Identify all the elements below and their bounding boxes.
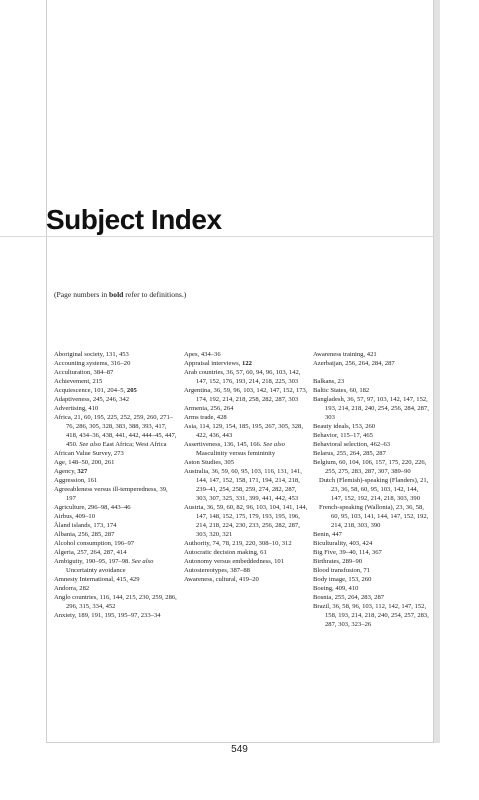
entry-text: Birthrates, 289–90 xyxy=(313,558,363,565)
index-entry xyxy=(54,476,178,485)
entry-text: African Value Survey, 273 xyxy=(54,450,124,457)
entry-see-also: See also xyxy=(79,441,101,448)
index-entry xyxy=(54,557,178,575)
entry-text: Awareness, cultural, 419–20 xyxy=(184,576,259,583)
index-entry xyxy=(54,593,178,611)
entry-text: Boeing, 409, 410 xyxy=(313,585,359,592)
entry-text: Balkans, 23 xyxy=(313,378,345,385)
entry-text: Aston Studies, 305 xyxy=(184,459,235,466)
index-entry xyxy=(54,395,178,404)
index-column-1 xyxy=(54,350,178,620)
entry-text: Aggression, 161 xyxy=(54,477,98,484)
entry-text: Bosnia, 255, 264, 283, 287 xyxy=(313,594,385,601)
index-subentry xyxy=(313,503,431,530)
entry-text: Body image, 153, 260 xyxy=(313,576,372,583)
index-entry xyxy=(54,386,178,395)
index-note xyxy=(54,290,186,299)
entry-text: Bangladesh, 36, 57, 97, 103, 142, 147, 152, 193, 214, 218, 240, 254, 256, 284, 287, 303 xyxy=(313,396,429,421)
entry-text: Alcohol consumption, 196–97 xyxy=(54,540,135,547)
entry-text: Autocratic decision making, 61 xyxy=(184,549,267,556)
entry-text: Awareness training, 421 xyxy=(313,351,377,358)
entry-text: Arms trade, 428 xyxy=(184,414,227,421)
entry-text: Autonomy versus embeddedness, 101 xyxy=(184,558,284,565)
entry-see-also: See also xyxy=(131,558,154,565)
title-rule xyxy=(0,236,434,237)
entry-see-also-target: Uncertainty avoidance xyxy=(66,567,126,574)
index-entry xyxy=(54,611,178,620)
index-entry xyxy=(313,530,431,539)
entry-text: Armenia, 256, 264 xyxy=(184,405,234,412)
note-prefix: (Page numbers in xyxy=(54,290,110,299)
index-entry xyxy=(54,539,178,548)
book-spine xyxy=(434,0,440,743)
index-entry xyxy=(184,539,308,548)
index-entry xyxy=(54,368,178,377)
index-column-2 xyxy=(184,350,308,584)
index-entry xyxy=(184,566,308,575)
entry-text: Ambiguity, 190–95, 197–98. xyxy=(54,558,132,565)
entry-text: Austria, 36, 59, 60, 82, 96, 103, 104, 141, 144, 147, 148, 152, 175, 179, 193, 195, 196, 214, 218, 224, 230, 233, 256, 282, 287, 303, 320, 321 xyxy=(184,504,308,538)
index-entry xyxy=(184,413,308,422)
entry-definition-page: 205 xyxy=(126,387,137,394)
index-entry xyxy=(313,395,431,422)
index-entry xyxy=(184,575,308,584)
index-entry xyxy=(184,440,308,458)
index-entry xyxy=(184,557,308,566)
entry-text: Åland islands, 173, 174 xyxy=(54,522,117,529)
entry-see-also-target: East Africa; West Africa xyxy=(100,441,167,448)
index-entry xyxy=(184,422,308,440)
entry-text: Arab countries, 36, 57, 60, 94, 96, 103, 142, 147, 152, 176, 193, 214, 218, 225, 303 xyxy=(184,369,301,385)
entry-text: Agreeableness versus ill-temperedness, 39, 197 xyxy=(54,486,168,502)
index-entry xyxy=(313,440,431,449)
entry-text: Dutch (Flemish)-speaking (Flanders), 21, 23, 36, 58, 60, 95, 103, 142, 144, 147, 152, 192, 214, 218, 303, 390 xyxy=(319,477,429,502)
entry-text: Albania, 256, 285, 287 xyxy=(54,531,115,538)
entry-text: Biculturality, 403, 424 xyxy=(313,540,373,547)
index-entry xyxy=(184,503,308,539)
index-entry xyxy=(184,467,308,503)
entry-text: Authority, 74, 78, 219, 220, 308–10, 312 xyxy=(184,540,292,547)
entry-text: Acquiescence, 101, 204–5, xyxy=(54,387,127,394)
letter-gap xyxy=(313,368,431,377)
index-entry xyxy=(54,359,178,368)
index-entry xyxy=(54,503,178,512)
entry-text: Achievement, 215 xyxy=(54,378,103,385)
index-entry xyxy=(313,566,431,575)
index-entry xyxy=(54,485,178,503)
entry-text: Blood transfusion, 71 xyxy=(313,567,370,574)
entry-text: Africa, 21, 60, 195, 225, 252, 259, 260, 271–76, 286, 305, 328, 383, 388, 393, 417, 418, 434–36, 438, 441, 442, 444–45, 447, 450. xyxy=(54,414,177,448)
entry-text: Algeria, 257, 264, 287, 414 xyxy=(54,549,127,556)
entry-text: Assertiveness, 136, 145, 166. xyxy=(184,441,264,448)
index-entry xyxy=(313,359,431,368)
entry-text: Advertising, 410 xyxy=(54,405,99,412)
index-entry xyxy=(184,350,308,359)
index-entry xyxy=(184,548,308,557)
index-subentry xyxy=(313,476,431,503)
entry-text: Age, 148–50, 200, 261 xyxy=(54,459,115,466)
index-entry xyxy=(313,548,431,557)
entry-text: Argentina, 36, 59, 96, 103, 142, 147, 152, 173, 174, 192, 214, 218, 258, 282, 287, 303 xyxy=(184,387,308,403)
page-title: Subject Index xyxy=(46,204,222,235)
index-entry xyxy=(313,377,431,386)
entry-text: Anglo countries, 116, 144, 215, 230, 259, 286, 296, 315, 334, 452 xyxy=(54,594,177,610)
entry-text: Anxiety, 189, 191, 195, 195–97, 233–34 xyxy=(54,612,161,619)
index-entry xyxy=(54,512,178,521)
entry-text: Belgium, 60, 104, 106, 157, 175, 220, 226, 255, 275, 283, 287, 307, 389–90 xyxy=(313,459,427,475)
index-column-3 xyxy=(313,350,431,629)
entry-text: Apes, 434–36 xyxy=(184,351,221,358)
index-entry xyxy=(313,350,431,359)
entry-text: Airbus, 409–10 xyxy=(54,513,96,520)
entry-text: Acculturation, 384–87 xyxy=(54,369,114,376)
entry-text: Big Five, 39–40, 114, 367 xyxy=(313,549,382,556)
index-entry xyxy=(184,404,308,413)
entry-text: Benin, 447 xyxy=(313,531,342,538)
note-bold: bold xyxy=(109,290,124,299)
index-entry xyxy=(313,602,431,629)
entry-text: Amnesty International, 415, 429 xyxy=(54,576,140,583)
entry-text: Azerbaijan, 256, 264, 284, 287 xyxy=(313,360,395,367)
page-number: 549 xyxy=(231,744,248,755)
entry-text: Australia, 36, 59, 60, 95, 103, 116, 131, 141, 144, 147, 152, 158, 171, 194, 214, 218, 239–41, 254, 258, 259, 274, 282, 287, 303, 307, 325, 331, 399, 441, 442, 453 xyxy=(184,468,302,502)
index-entry xyxy=(313,539,431,548)
note-suffix: refer to definitions.) xyxy=(123,290,187,299)
index-entry xyxy=(184,458,308,467)
index-entry xyxy=(54,377,178,386)
index-entry xyxy=(54,458,178,467)
entry-text: Behavioral selection, 462–63 xyxy=(313,441,391,448)
index-entry xyxy=(54,584,178,593)
index-entry xyxy=(313,593,431,602)
index-entry xyxy=(54,350,178,359)
index-entry xyxy=(54,404,178,413)
entry-text: Brazil, 36, 58, 96, 103, 112, 142, 147, 152, 158, 193, 214, 218, 240, 254, 257, 283, 287, 303, 323–26 xyxy=(313,603,429,628)
index-entry xyxy=(54,575,178,584)
entry-text: Baltic States, 60, 182 xyxy=(313,387,370,394)
index-entry xyxy=(54,413,178,449)
index-entry xyxy=(184,359,308,368)
entry-text: Andorra, 282 xyxy=(54,585,90,592)
index-entry xyxy=(313,575,431,584)
index-entry xyxy=(54,530,178,539)
entry-text: Appraisal interviews, xyxy=(184,360,243,367)
index-entry xyxy=(313,458,431,476)
entry-text: Agency, xyxy=(54,468,78,475)
index-entry xyxy=(54,521,178,530)
entry-text: Asia, 114, 129, 154, 185, 195, 267, 305, 328, 422, 436, 443 xyxy=(184,423,303,439)
index-entry xyxy=(54,548,178,557)
entry-text: Belarus, 255, 264, 285, 287 xyxy=(313,450,386,457)
entry-see-also-target: Masculinity versus femininity xyxy=(196,450,276,457)
index-entry xyxy=(313,584,431,593)
index-entry xyxy=(313,422,431,431)
entry-text: French-speaking (Wallonia), 23, 36, 58, 60, 95, 103, 141, 144, 147, 152, 192, 214, 218, 303, 390 xyxy=(319,504,429,529)
entry-text: Behavior, 115–17, 465 xyxy=(313,432,373,439)
entry-text: Accounting systems, 316–20 xyxy=(54,360,131,367)
index-entry xyxy=(313,386,431,395)
entry-definition-page: 327 xyxy=(77,468,88,475)
entry-see-also: See also xyxy=(263,441,285,448)
index-entry xyxy=(313,449,431,458)
entry-definition-page: 122 xyxy=(242,360,252,367)
entry-text: Beauty ideals, 153, 260 xyxy=(313,423,376,430)
index-entry xyxy=(54,449,178,458)
entry-text: Aboriginal society, 131, 453 xyxy=(54,351,129,358)
entry-text: Adaptiveness, 245, 246, 342 xyxy=(54,396,130,403)
entry-text: Autostereotypes, 387–88 xyxy=(184,567,250,574)
index-entry xyxy=(313,431,431,440)
index-entry xyxy=(313,557,431,566)
entry-text: Agriculture, 296–98, 443–46 xyxy=(54,504,131,511)
index-entry xyxy=(184,368,308,386)
index-entry xyxy=(54,467,178,476)
index-entry xyxy=(184,386,308,404)
